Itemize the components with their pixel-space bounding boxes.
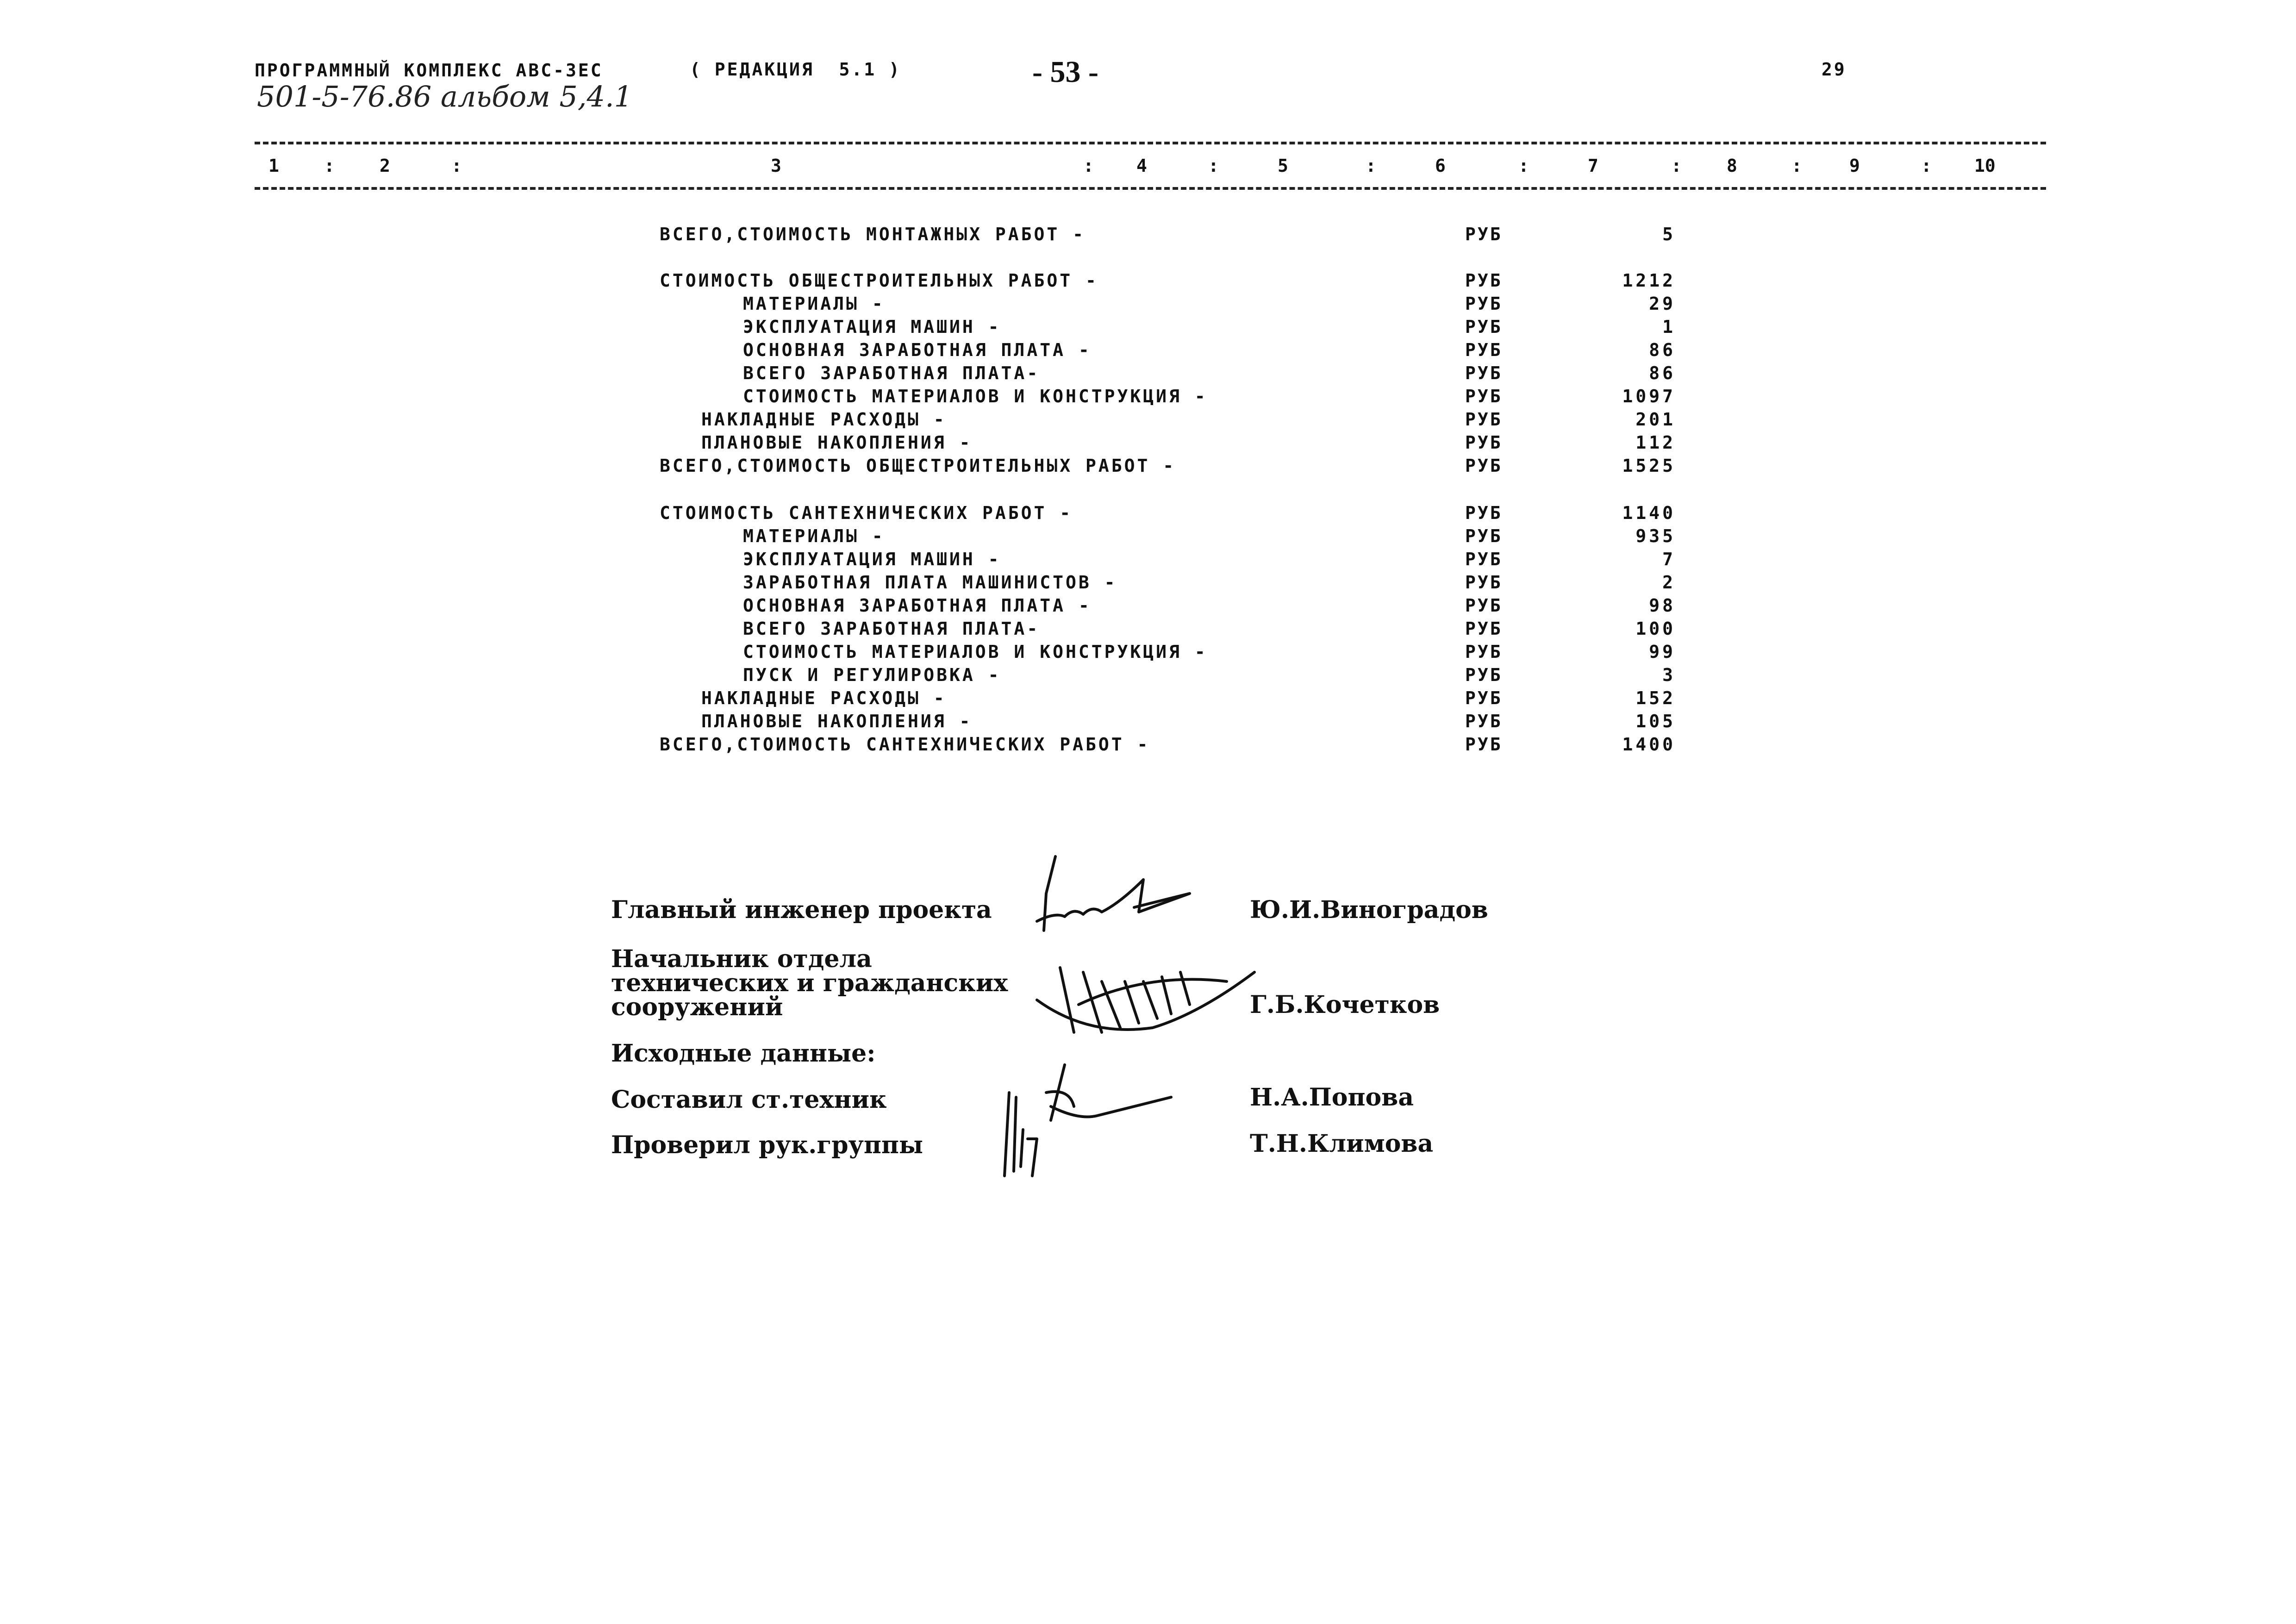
- table-row-value: 7: [1662, 549, 1676, 569]
- table-row-unit: РУБ: [1465, 642, 1503, 662]
- column-header: 4: [1136, 156, 1147, 176]
- column-header: 2: [380, 156, 390, 176]
- column-header: 6: [1435, 156, 1446, 176]
- column-header: 9: [1849, 156, 1860, 176]
- table-row-unit: РУБ: [1465, 224, 1503, 244]
- column-header: 10: [1974, 156, 1996, 176]
- table-row-unit: РУБ: [1465, 386, 1503, 406]
- chief-engineer-name: Ю.И.Виноградов: [1250, 896, 1488, 924]
- page-number: - 53 -: [1032, 55, 1098, 89]
- table-row-label: НАКЛАДНЫЕ РАСХОДЫ -: [701, 688, 947, 708]
- table-row-unit: РУБ: [1465, 294, 1503, 314]
- signature-composer-checker: [995, 1056, 1180, 1190]
- table-row-label: ЭКСПЛУАТАЦИЯ МАШИН -: [743, 317, 1001, 337]
- table-row-value: 1097: [1622, 386, 1676, 406]
- table-row-unit: РУБ: [1465, 503, 1503, 523]
- checked-by-label: Проверил рук.группы: [611, 1131, 923, 1159]
- table-row-value: 99: [1649, 642, 1676, 662]
- table-row-value: 201: [1635, 409, 1676, 430]
- table-row-value: 152: [1635, 688, 1676, 708]
- chief-engineer-label: Главный инженер проекта: [611, 896, 992, 924]
- dept-head-name: Г.Б.Кочетков: [1250, 991, 1440, 1019]
- table-row-value: 2: [1662, 572, 1676, 593]
- table-row-unit: РУБ: [1465, 456, 1503, 476]
- table-row-value: 112: [1635, 432, 1676, 453]
- table-row-label: ПЛАНОВЫЕ НАКОПЛЕНИЯ -: [701, 432, 973, 453]
- table-row-unit: РУБ: [1465, 432, 1503, 453]
- table-row-label: ВСЕГО,СТОИМОСТЬ ОБЩЕСТРОИТЕЛЬНЫХ РАБОТ -: [660, 456, 1176, 476]
- dept-head-label-line3: сооружений: [611, 993, 783, 1021]
- table-row-unit: РУБ: [1465, 734, 1503, 755]
- table-row-unit: РУБ: [1465, 409, 1503, 430]
- table-row-label: ПУСК И РЕГУЛИРОВКА -: [743, 665, 1001, 685]
- table-row-unit: РУБ: [1465, 572, 1503, 593]
- table-row-label: ЭКСПЛУАТАЦИЯ МАШИН -: [743, 549, 1001, 569]
- table-row-value: 1: [1662, 317, 1676, 337]
- table-row-unit: РУБ: [1465, 665, 1503, 685]
- table-row-label: СТОИМОСТЬ САНТЕХНИЧЕСКИХ РАБОТ -: [660, 503, 1073, 523]
- table-row-value: 1525: [1622, 456, 1676, 476]
- table-row-unit: РУБ: [1465, 688, 1503, 708]
- table-row-label: СТОИМОСТЬ ОБЩЕСТРОИТЕЛЬНЫХ РАБОТ -: [660, 270, 1098, 291]
- table-row-label: ВСЕГО,СТОИМОСТЬ МОНТАЖНЫХ РАБОТ -: [660, 224, 1086, 244]
- table-row-value: 1212: [1622, 270, 1676, 291]
- table-row-unit: РУБ: [1465, 317, 1503, 337]
- table-row-unit: РУБ: [1465, 595, 1503, 616]
- table-row-value: 86: [1649, 363, 1676, 383]
- handwritten-album-reference: 501-5-76.86 альбом 5,4.1: [257, 80, 633, 113]
- table-row-label: ПЛАНОВЫЕ НАКОПЛЕНИЯ -: [701, 711, 973, 731]
- table-row-unit: РУБ: [1465, 526, 1503, 546]
- source-data-label: Исходные данные:: [611, 1039, 876, 1068]
- table-row-value: 98: [1649, 595, 1676, 616]
- table-row-value: 100: [1635, 618, 1676, 639]
- column-header: 8: [1727, 156, 1737, 176]
- program-title: ПРОГРАММНЫЙ КОМПЛЕКС АВС-3ЕС: [255, 60, 603, 81]
- table-row-value: 86: [1649, 340, 1676, 360]
- table-row-unit: РУБ: [1465, 270, 1503, 291]
- column-header: 7: [1588, 156, 1598, 176]
- table-row-value: 935: [1635, 526, 1676, 546]
- table-row-label: ВСЕГО,СТОИМОСТЬ САНТЕХНИЧЕСКИХ РАБОТ -: [660, 734, 1150, 755]
- table-row-label: НАКЛАДНЫЕ РАСХОДЫ -: [701, 409, 947, 430]
- table-row-value: 1140: [1622, 503, 1676, 523]
- column-header: 5: [1278, 156, 1288, 176]
- table-row-label: ВСЕГО ЗАРАБОТНАЯ ПЛАТА-: [743, 363, 1040, 383]
- table-row-label: МАТЕРИАЛЫ -: [743, 294, 885, 314]
- table-row-label: ОСНОВНАЯ ЗАРАБОТНАЯ ПЛАТА -: [743, 340, 1092, 360]
- table-row-label: СТОИМОСТЬ МАТЕРИАЛОВ И КОНСТРУКЦИЯ -: [743, 642, 1208, 662]
- table-row-label: СТОИМОСТЬ МАТЕРИАЛОВ И КОНСТРУКЦИЯ -: [743, 386, 1208, 406]
- table-row-value: 5: [1662, 224, 1676, 244]
- table-row-value: 3: [1662, 665, 1676, 685]
- composed-by-name: Н.А.Попова: [1250, 1083, 1414, 1112]
- checked-by-name: Т.Н.Климова: [1250, 1130, 1434, 1158]
- table-row-value: 105: [1635, 711, 1676, 731]
- composed-by-label: Составил ст.техник: [611, 1086, 887, 1114]
- table-row-value: 1400: [1622, 734, 1676, 755]
- table-row-label: ВСЕГО ЗАРАБОТНАЯ ПЛАТА-: [743, 618, 1040, 639]
- dept-head-label-line1: Начальник отдела: [611, 945, 872, 973]
- table-row-unit: РУБ: [1465, 618, 1503, 639]
- table-row-label: МАТЕРИАЛЫ -: [743, 526, 885, 546]
- table-rule-bottom: [255, 187, 2046, 190]
- table-row-label: ОСНОВНАЯ ЗАРАБОТНАЯ ПЛАТА -: [743, 595, 1092, 616]
- table-row-unit: РУБ: [1465, 340, 1503, 360]
- column-header: 1: [268, 156, 279, 176]
- table-row-label: ЗАРАБОТНАЯ ПЛАТА МАШИНИСТОВ -: [743, 572, 1117, 593]
- table-row-value: 29: [1649, 294, 1676, 314]
- signature-dept-head: [1032, 954, 1264, 1046]
- column-header: 3: [771, 156, 781, 176]
- table-row-unit: РУБ: [1465, 549, 1503, 569]
- sheet-number: 29: [1822, 59, 1847, 80]
- dept-head-label-line2: технических и гражданских: [611, 969, 1008, 997]
- edition-label: ( РЕДАКЦИЯ 5.1 ): [690, 59, 901, 80]
- table-row-unit: РУБ: [1465, 711, 1503, 731]
- table-row-unit: РУБ: [1465, 363, 1503, 383]
- table-rule-top: [255, 142, 2046, 144]
